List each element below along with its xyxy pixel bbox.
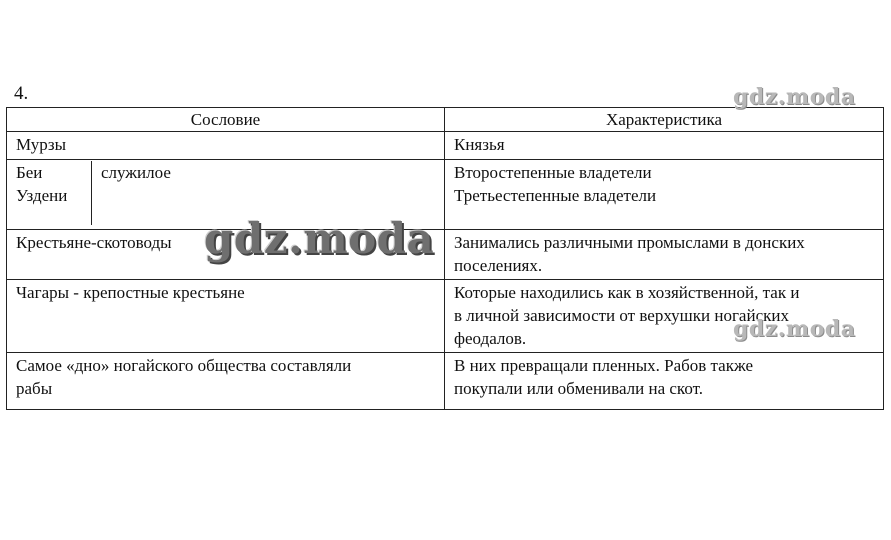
estate-group: служилое (101, 163, 171, 182)
text-line: в личной зависимости от верхушки ногайских (454, 306, 789, 325)
cell-estate (7, 353, 445, 410)
text-line: Второстепенные владетели (454, 163, 652, 182)
table-row (7, 132, 884, 160)
cell-characteristic: Князья (445, 132, 884, 160)
header-estate: Сословие (7, 108, 445, 132)
text-line: Занимались различными промыслами в донских (454, 233, 805, 252)
cell-characteristic (445, 353, 884, 410)
watermark-top-right: gdz.moda (733, 84, 856, 110)
text-line: поселениях. (454, 256, 543, 275)
table-row (7, 353, 884, 410)
task-number: 4. (14, 83, 29, 104)
table-row (7, 160, 884, 230)
watermark-center: gdz.moda (204, 214, 435, 263)
estates-table (6, 107, 884, 410)
table-row (7, 230, 884, 280)
cell-estate: Мурзы (7, 132, 445, 160)
table-header-row (7, 108, 884, 132)
text-line: Самое «дно» ногайского общества составляли (16, 356, 352, 375)
text-line: Третьестепенные владетели (454, 186, 657, 205)
text-line: покупали или обменивали на скот. (454, 379, 703, 398)
cell-characteristic (445, 230, 884, 280)
text-line: рабы (16, 379, 53, 398)
cell-estate: Крестьяне-скотоводы (7, 230, 445, 280)
estate-names (7, 161, 92, 225)
text-line: Которые находились как в хозяйственной, так и (454, 283, 800, 302)
estate-name: Уздени (16, 186, 68, 205)
header-characteristic: Характеристика (445, 108, 884, 132)
watermark-middle-right: gdz.moda (733, 316, 856, 342)
text-line: В них превращали пленных. Рабов также (454, 356, 754, 375)
text-line: феодалов. (454, 329, 527, 348)
estate-name: Беи (16, 163, 43, 182)
cell-estate: Чагары - крепостные крестьяне (7, 280, 445, 353)
cell-characteristic (445, 160, 884, 230)
